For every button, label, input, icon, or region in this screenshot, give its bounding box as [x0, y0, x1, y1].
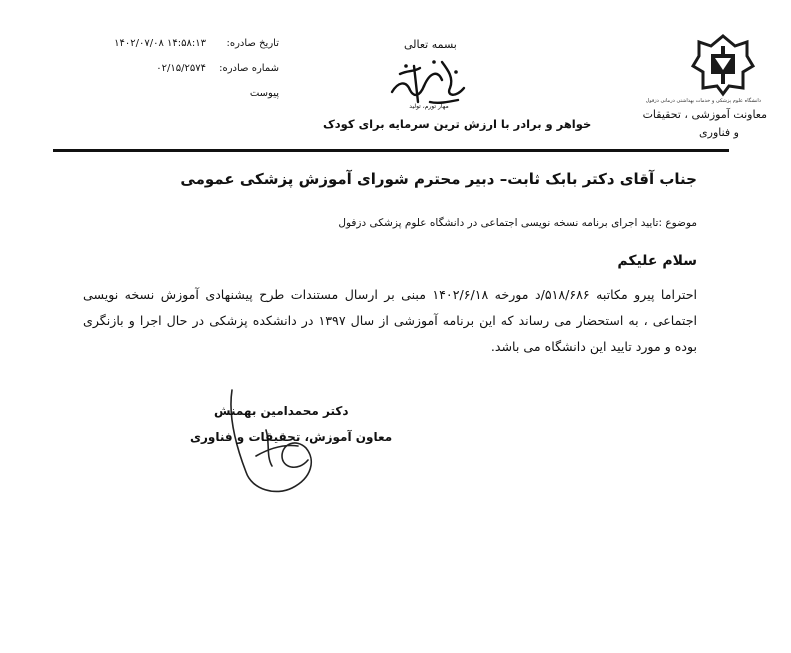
signatory-name: دکتر محمدامین بهمنش — [214, 404, 349, 418]
date-value: ۱۴:۵۸:۱۳ ۱۴۰۲/۰۷/۰۸ — [114, 38, 206, 49]
signatory-title: معاون آموزش، تحقیقات و فناوری — [190, 430, 393, 444]
subject-line: موضوع :تایید اجرای برنامه نسخه نویسی اجتماعی در دانشگاه علوم پزشکی دزفول — [338, 217, 697, 229]
calligraphy-text: مهار تورم، تولید — [409, 103, 449, 110]
slogan-calligraphy-logo — [384, 52, 474, 110]
department-name: معاونت آموزشی ، تحقیقات — [642, 108, 767, 121]
logo-caption: دانشگاه علوم پزشکی و خدمات بهداشتی درمانی دزفول — [645, 98, 761, 104]
number-label: شماره صادره: — [219, 63, 279, 74]
number-value: ۰۲/۱۵/۲۵۷۴ — [156, 63, 206, 74]
letter-body: احتراما پیرو مکاتبه ۵۱۸/۶۸۶/د مورخه ۱۴۰۲/۶/۱۸ مبنی بر ارسال مستندات طرح پیشنهادی آموزش نسخه نویسی اجتماعی ، به استحضار می رساند که این برنامه آموزشی از سال ۱۳۹۷ در دانشکده پزشکی در حال اجرا و بازنگری بوده و مورد تایید این دانشگاه می باشد. — [83, 287, 698, 354]
greeting: سلام علیکم — [617, 253, 697, 269]
university-logo — [691, 32, 755, 98]
bismillah: بسمه تعالی — [404, 38, 457, 51]
attachment-label: پیوست — [249, 88, 279, 99]
addressee: جناب آقای دکتر بابک ثابت– دبیر محترم شورای آموزش پزشکی عمومی — [180, 170, 697, 188]
header-divider — [53, 149, 729, 152]
slogan: خواهر و برادر با ارزش ترین سرمایه برای کودک — [323, 117, 592, 131]
date-label: تاریخ صادره: — [226, 38, 279, 49]
department-name-continued: و فناوری — [699, 126, 739, 139]
